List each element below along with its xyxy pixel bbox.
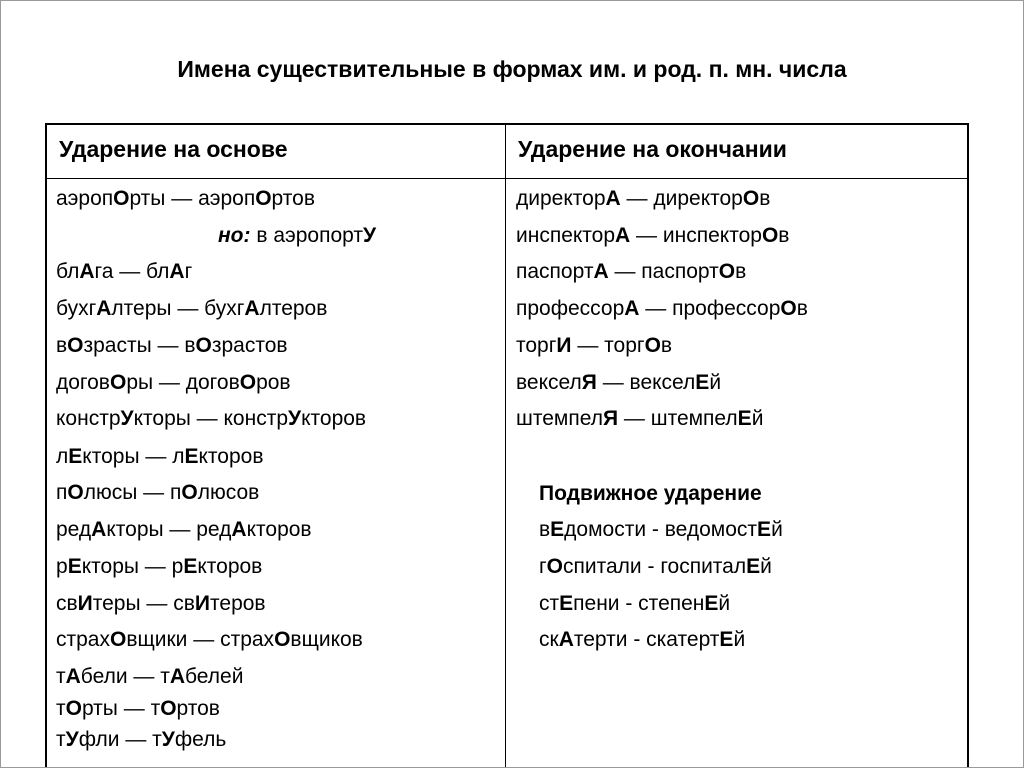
exception-note: но: в аэропортУ (218, 224, 377, 247)
word-pair: лЕкторы — лЕкторов (56, 445, 264, 468)
word-pair: векселЯ — векселЕй (516, 371, 722, 394)
word-pair: договОры — договОров (56, 371, 291, 394)
word-pair: бухгАлтеры — бухгАлтеров (56, 297, 328, 320)
mobile-stress-header: Подвижное ударение (539, 482, 762, 505)
word-pair: страхОвщики — страхОвщиков (56, 628, 363, 651)
word-pair: тАбели — тАбелей (56, 665, 244, 688)
word-pair: блАга — блАг (56, 260, 193, 283)
word-pair: торгИ — торгОв (516, 334, 673, 357)
right-column-header: Ударение на окончании (518, 136, 787, 162)
word-pair: констрУкторы — констрУкторов (56, 407, 367, 430)
word-pair: гОспитали - госпиталЕй (539, 555, 772, 578)
word-pair: аэропОрты — аэропОртов (56, 187, 315, 210)
word-pair: рЕкторы — рЕкторов (56, 555, 263, 578)
word-pair: скАтерти - скатертЕй (539, 628, 746, 651)
page-title: Имена существительные в формах им. и род. п. мн. числа (177, 56, 847, 82)
word-pair: тОрты — тОртов (56, 697, 220, 720)
word-pair: вЕдомости - ведомостЕй (539, 518, 783, 541)
column-divider (505, 125, 506, 768)
word-pair: инспекторА — инспекторОв (516, 224, 790, 247)
word-pair: профессорА — профессорОв (516, 297, 808, 320)
word-pair: директорА — директорОв (516, 187, 771, 210)
word-pair: стЕпени - степенЕй (539, 592, 731, 615)
word-pair: свИтеры — свИтеров (56, 592, 266, 615)
word-pair: редАкторы — редАкторов (56, 518, 312, 541)
word-pair: тУфли — тУфель (56, 728, 227, 751)
word-pair: пОлюсы — пОлюсов (56, 481, 260, 504)
word-pair: вОзрасты — вОзрастов (56, 334, 288, 357)
word-pair: паспортА — паспортОв (516, 260, 747, 283)
header-divider (47, 178, 967, 179)
left-column-header: Ударение на основе (59, 136, 288, 162)
word-pair: штемпелЯ — штемпелЕй (516, 407, 764, 430)
